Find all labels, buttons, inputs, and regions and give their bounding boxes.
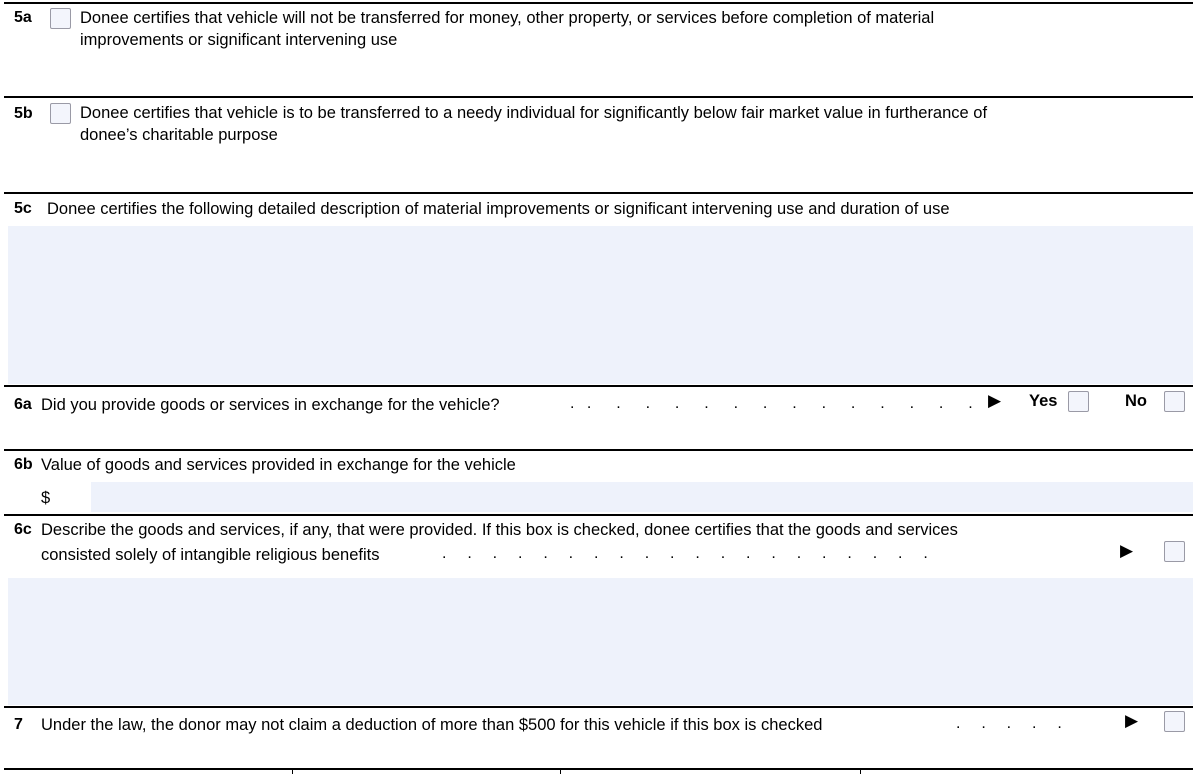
line-6c-text-2: consisted solely of intangible religious benefits: [41, 546, 380, 564]
top-border: [4, 2, 1193, 4]
checkbox-6c[interactable]: [1164, 541, 1185, 562]
line-6c-description-field[interactable]: [8, 578, 1193, 705]
line-6c-number: 6c: [14, 521, 32, 538]
checkbox-5b[interactable]: [50, 103, 71, 124]
line-6b-dollar-sign: $: [41, 489, 51, 507]
line-6b-number: 6b: [14, 456, 33, 473]
line-5c-text: Donee certifies the following detailed description of material improvements or significant intervening use and duration of use: [47, 200, 950, 218]
divider-6c-7: [4, 706, 1193, 708]
line-6c-arrow-icon: ▶: [1120, 541, 1134, 560]
checkbox-7[interactable]: [1164, 711, 1185, 732]
line-6b-value-field[interactable]: [91, 482, 1193, 512]
line-5c-description-field[interactable]: [8, 226, 1193, 384]
line-6a-arrow-icon: ▶: [988, 391, 1002, 410]
line-5a-text-1: Donee certifies that vehicle will not be transferred for money, other property, or services before completion of material: [80, 9, 935, 27]
line-7-number: 7: [14, 716, 23, 733]
line-7-text: Under the law, the donor may not claim a deduction of more than $500 for this vehicle if this box is checked: [41, 716, 823, 734]
line-6a-yes-label: Yes: [1029, 392, 1058, 410]
line-6b-text: Value of goods and services provided in exchange for the vehicle: [41, 456, 516, 474]
line-6a-leader: . . . . . . . . . . . . . . .: [570, 395, 973, 412]
line-5b-text-1: Donee certifies that vehicle is to be transferred to a needy individual for significantly below fair market value in furtherance of: [80, 104, 988, 122]
line-6a-number: 6a: [14, 396, 32, 413]
line-6c-text-1: Describe the goods and services, if any, that were provided. If this box is checked, donee certifies that the goods and services: [41, 521, 958, 539]
checkbox-6a-no[interactable]: [1164, 391, 1185, 412]
divider-5c-6a: [4, 385, 1193, 387]
divider-5b-5c: [4, 192, 1193, 194]
divider-5a-5b: [4, 96, 1193, 98]
line-7-arrow-icon: ▶: [1125, 711, 1139, 730]
bottom-tick-2: [560, 769, 561, 774]
checkbox-6a-yes[interactable]: [1068, 391, 1089, 412]
checkbox-5a[interactable]: [50, 8, 71, 29]
line-5b-number: 5b: [14, 105, 33, 122]
line-7-leader: . . . . .: [956, 715, 1062, 732]
divider-6b-6c: [4, 514, 1193, 516]
line-6a-no-label: No: [1125, 392, 1147, 410]
divider-6a-6b: [4, 449, 1193, 451]
line-5b-text-2: donee’s charitable purpose: [80, 126, 278, 144]
bottom-tick-1: [292, 769, 293, 774]
line-6c-leader: . . . . . . . . . . . . . . . . . . . .: [442, 545, 928, 562]
bottom-tick-3: [860, 769, 861, 774]
line-5a-number: 5a: [14, 9, 32, 26]
line-6a-text: Did you provide goods or services in exchange for the vehicle?: [41, 396, 500, 414]
line-5c-number: 5c: [14, 200, 32, 217]
bottom-border: [4, 768, 1193, 770]
line-5a-text-2: improvements or significant intervening use: [80, 31, 398, 49]
